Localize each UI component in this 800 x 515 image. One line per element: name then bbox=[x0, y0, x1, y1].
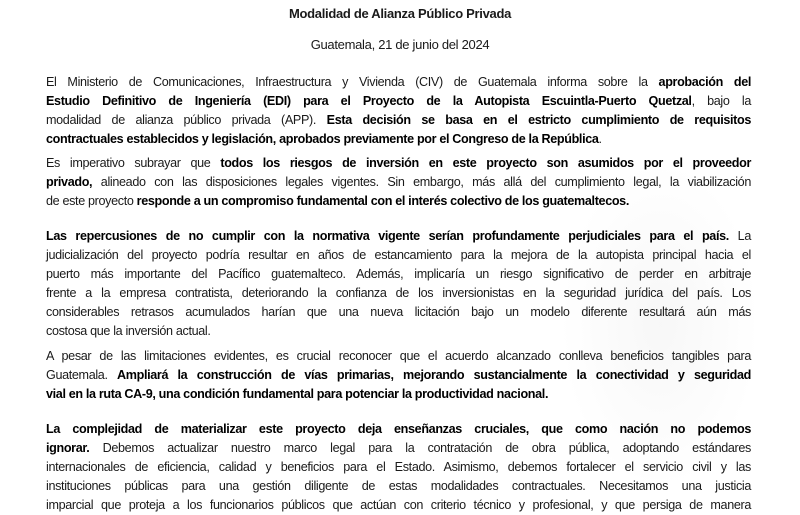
text-line bbox=[46, 192, 751, 211]
text: puerto más importante del Pacífico guatemalteco. Además, implicaría un riesgo significativo de perder en arbitraje bbox=[46, 267, 751, 281]
text-line bbox=[46, 154, 751, 173]
text-line bbox=[46, 347, 751, 366]
bold-text: Ampliará la construcción de vías primarias, mejorando sustancialmente la conectividad y seguridad bbox=[117, 368, 751, 382]
bold-text: aprobación del bbox=[658, 75, 751, 89]
paragraph bbox=[46, 73, 751, 149]
bold-text: vial en la ruta CA-9, una condición fundamental para potenciar la productividad nacional. bbox=[46, 387, 549, 401]
text-line bbox=[46, 477, 751, 496]
text-line bbox=[46, 265, 751, 284]
text-line bbox=[46, 227, 751, 246]
text: internacionales de eficiencia, calidad y beneficios para el Estado. Asimismo, debemos fortalecer el servicio civil y las bbox=[46, 460, 751, 474]
text: . bbox=[598, 132, 602, 146]
text: modalidad de alianza público privada (APP). bbox=[46, 113, 327, 127]
text-line bbox=[46, 111, 751, 130]
text-line bbox=[46, 420, 751, 439]
bold-text: todos los riesgos de inversión en este proyecto son asumidos por el proveedor bbox=[220, 156, 751, 170]
text: judicialización del proyecto podría resultar en años de estancamiento para la mejora de la autopista principal hacia el bbox=[46, 248, 751, 262]
text: A pesar de las limitaciones evidentes, es crucial reconocer que el acuerdo alcanzado conlleva beneficios tangibles para bbox=[46, 349, 751, 363]
bold-text: responde a un compromiso fundamental con el interés colectivo de los guatemaltecos. bbox=[136, 194, 629, 208]
paragraph bbox=[46, 154, 751, 211]
document-subtitle: Modalidad de Alianza Público Privada bbox=[288, 6, 512, 21]
text-line bbox=[46, 92, 751, 111]
text: de este proyecto bbox=[46, 194, 137, 208]
text-line bbox=[46, 496, 751, 515]
text-line bbox=[46, 73, 751, 92]
text: , bajo la bbox=[691, 94, 751, 108]
text: Guatemala. bbox=[46, 368, 118, 382]
text: alineado con las disposiciones legales vigentes. Sin embargo, más allá del cumplimiento legal, la viabilización bbox=[92, 175, 751, 189]
document-date: Guatemala, 21 de junio del 2024 bbox=[310, 37, 490, 52]
text: El Ministerio de Comunicaciones, Infraestructura y Vivienda (CIV) de Guatemala informa sobre la bbox=[46, 75, 659, 89]
text: costosa que la inversión actual. bbox=[46, 324, 211, 338]
paragraph bbox=[46, 347, 751, 404]
text: La bbox=[728, 229, 751, 243]
bold-text: contractuales establecidos y legislación, aprobados previamente por el Congreso de la República bbox=[46, 132, 599, 146]
paragraph bbox=[46, 227, 751, 341]
text: considerables retrasos acumulados harían que una nueva licitación bajo un modelo diferente resultará aún más bbox=[46, 305, 751, 319]
text: frente a la empresa contratista, deteriorando la confianza de los inversionistas en la seguridad jurídica del país. Los bbox=[46, 286, 751, 300]
paragraph bbox=[46, 420, 751, 515]
text-line bbox=[46, 439, 751, 458]
text-line bbox=[46, 385, 751, 404]
text-line bbox=[46, 303, 751, 322]
text-line bbox=[46, 173, 751, 192]
text-line bbox=[46, 458, 751, 477]
bold-text: Estudio Definitivo de Ingeniería (EDI) para el Proyecto de la Autopista Escuintla-Puerto Quetzal bbox=[46, 94, 692, 108]
bold-text: ignorar. bbox=[46, 441, 90, 455]
text: Debemos actualizar nuestro marco legal para la contratación de obra pública, adoptando estándares bbox=[89, 441, 751, 455]
bold-text: Las repercusiones de no cumplir con la normativa vigente serían profundamente perjudiciales para el país. bbox=[46, 229, 729, 243]
text: imparcial que proteja a los funcionarios públicos que actúan con criterio técnico y profesional, y que persiga de manera bbox=[46, 498, 751, 512]
bold-text: privado, bbox=[46, 175, 93, 189]
text-line bbox=[46, 322, 751, 341]
text: Es imperativo subrayar que bbox=[46, 156, 221, 170]
text-line bbox=[46, 246, 751, 265]
text-line bbox=[46, 130, 751, 149]
text: instituciones públicas para una gestión diligente de estas modalidades contractuales. Necesitamos una justicia bbox=[46, 479, 751, 493]
text-line bbox=[46, 284, 751, 303]
bold-text: Esta decisión se basa en el estricto cumplimiento de requisitos bbox=[326, 113, 751, 127]
text-line bbox=[46, 366, 751, 385]
bold-text: La complejidad de materializar este proyecto deja enseñanzas cruciales, que como nación no podemos bbox=[46, 422, 751, 436]
